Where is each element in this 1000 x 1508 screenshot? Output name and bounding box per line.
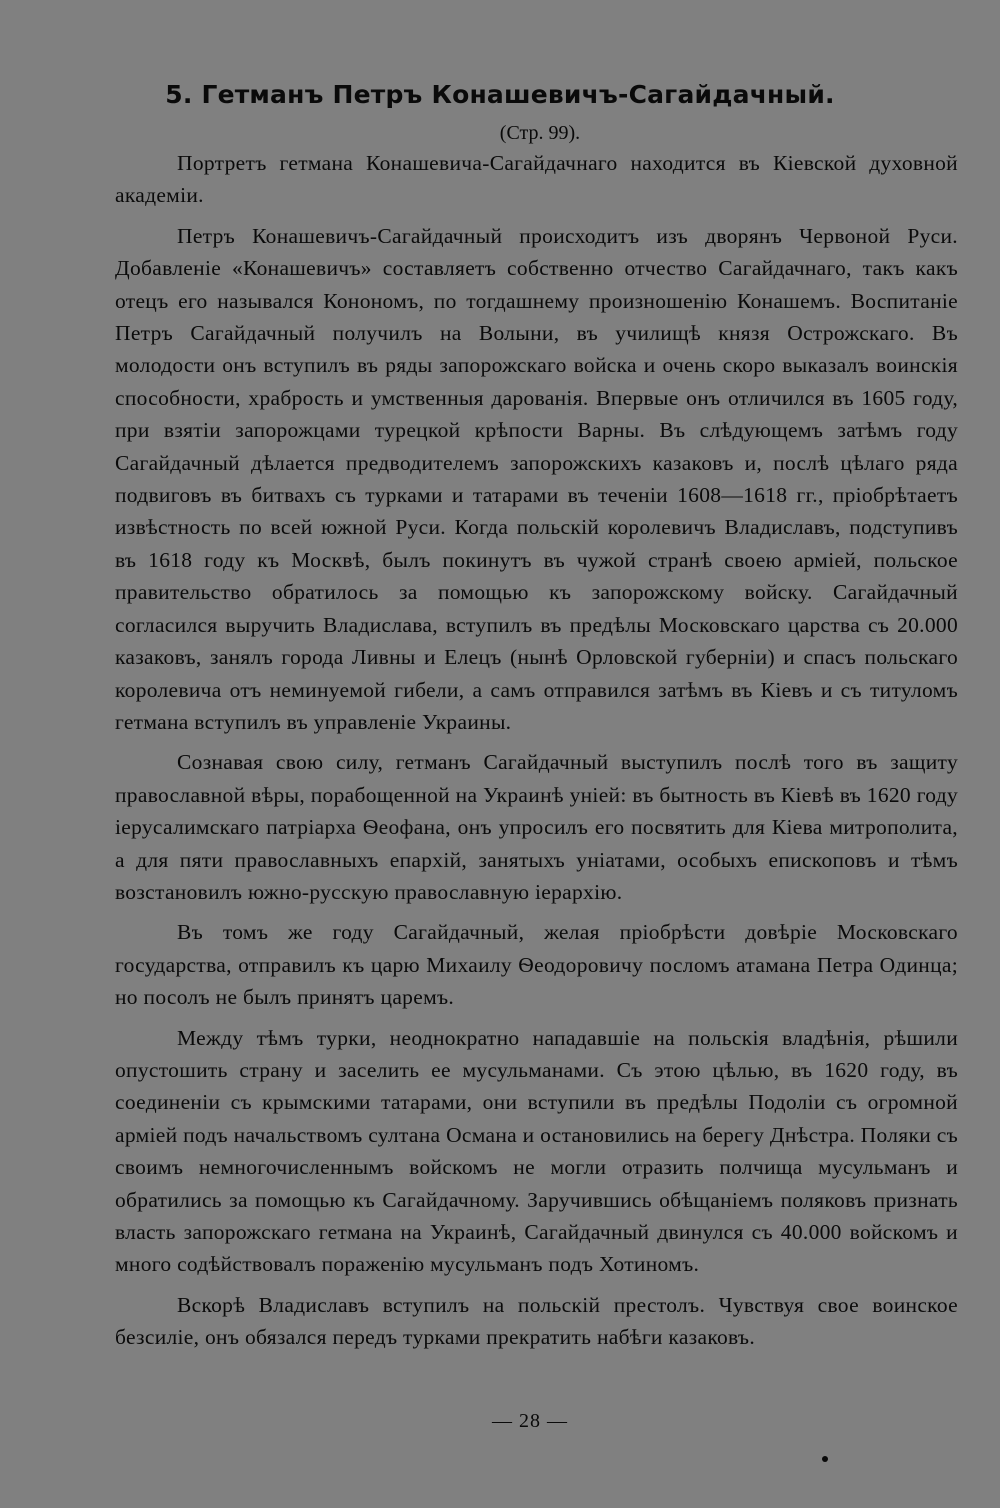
ink-dot: [822, 1456, 828, 1462]
paragraph-moscow-embassy: Въ томъ же году Сагайдачный, желая пріобрѣсти довѣріе Московскаго государства, отправилъ къ царю Михаилу Ѳеодоровичу посломъ атамана Петра Одинца; но посолъ не былъ принятъ царемъ.: [115, 920, 958, 1010]
paragraph-portrait: Портретъ гетмана Конашевича-Сагайдачнаго находится въ Кіевской духовной академіи.: [115, 151, 958, 208]
paragraph-wladyslaw: Вскорѣ Владиславъ вступилъ на польскій престолъ. Чувствуя свое воинское безсиліе, онъ обязался передъ турками прекратить набѣги казаковъ.: [115, 1292, 958, 1350]
paragraph-biography: Петръ Конашевичъ-Сагайдачный происходитъ изъ дворянъ Червоной Руси. Добавленіе «Конашевичъ» составляетъ собственно отчество Сагайдачнаго, такъ какъ отецъ его назывался Конономъ, по тогдашнему произношенію Конашемъ. Воспитаніе Петръ Сагайдачный получилъ на Волыни, въ училищѣ князя Острожскаго. Въ молодости онъ вступилъ въ ряды запорожскаго войска и очень скоро выказалъ воинскія способности, храбрость и умственныя дарованія. Впервые онъ отличился въ 1605 году, при взятіи запорожцами турецкой крѣпости Варны. Въ слѣдующемъ затѣмъ году Сагайдачный дѣлается предводителемъ запорожскихъ казаковъ и, послѣ цѣлаго ряда подвиговъ въ битвахъ съ турками и татарами въ теченіи 1608—1618 гг., пріобрѣтаетъ извѣстность по всей южной Руси. Когда польскій королевичъ Владиславъ, подступивъ въ 1618 году къ Москвѣ, былъ покинутъ въ чужой странѣ своею арміей, польское правительство обратилось за помощью къ запорожскому войску. Сагайдачный согласился выручить Владислава, вступилъ въ предѣлы Московскаго царства съ 20.000 казаковъ, занялъ города Ливны и Елецъ (нынѣ Орловской губерніи) и спасъ польскаго королевича отъ неминуемой гибели, а самъ отправился затѣмъ въ Кіевъ и съ титуломъ гетмана вступилъ въ управленіе Украины.: [115, 223, 958, 734]
paragraph-orthodoxy: Сознавая свою силу, гетманъ Сагайдачный выступилъ послѣ того въ защиту православной вѣры, порабощенной на Украинѣ уніей: въ бытность въ Кіевѣ въ 1620 году іерусалимскаго патріарха Ѳеофана, онъ упросилъ его посвятить для Кіева митрополита, а для пяти православныхъ епархій, занятыхъ уніатами, особыхъ епископовъ и тѣмъ возстановилъ южно-русскую православную іерархію.: [115, 750, 958, 904]
page-title: 5. Гетманъ Петръ Конашевичъ-Сагайдачный.: [165, 80, 835, 109]
page-reference: (Стр. 99).: [499, 122, 581, 144]
paragraph-khotyn: Между тѣмъ турки, неоднократно нападавшіе на польскія владѣнія, рѣшили опустошить страну и заселить ее мусульманами. Съ этою цѣлью, въ 1620 году, въ соединеніи съ крымскими татарами, они вступили въ предѣлы Подоліи съ огромной арміей подъ начальствомъ султана Османа и остановились на берегу Днѣстра. Поляки съ своимъ немногочисленнымъ войскомъ не могли отразить полчища мусульманъ и обратились за помощью къ Сагайдачному. Заручившись обѣщаніемъ поляковъ признать власть запорожскаго гетмана на Украинѣ, Сагайдачный двинулся съ 40.000 войскомъ и много содѣйствовалъ пораженію мусульманъ подъ Хотиномъ.: [115, 1025, 958, 1277]
body-text: [115, 147, 958, 1362]
page-number: — 28 —: [492, 1410, 568, 1432]
